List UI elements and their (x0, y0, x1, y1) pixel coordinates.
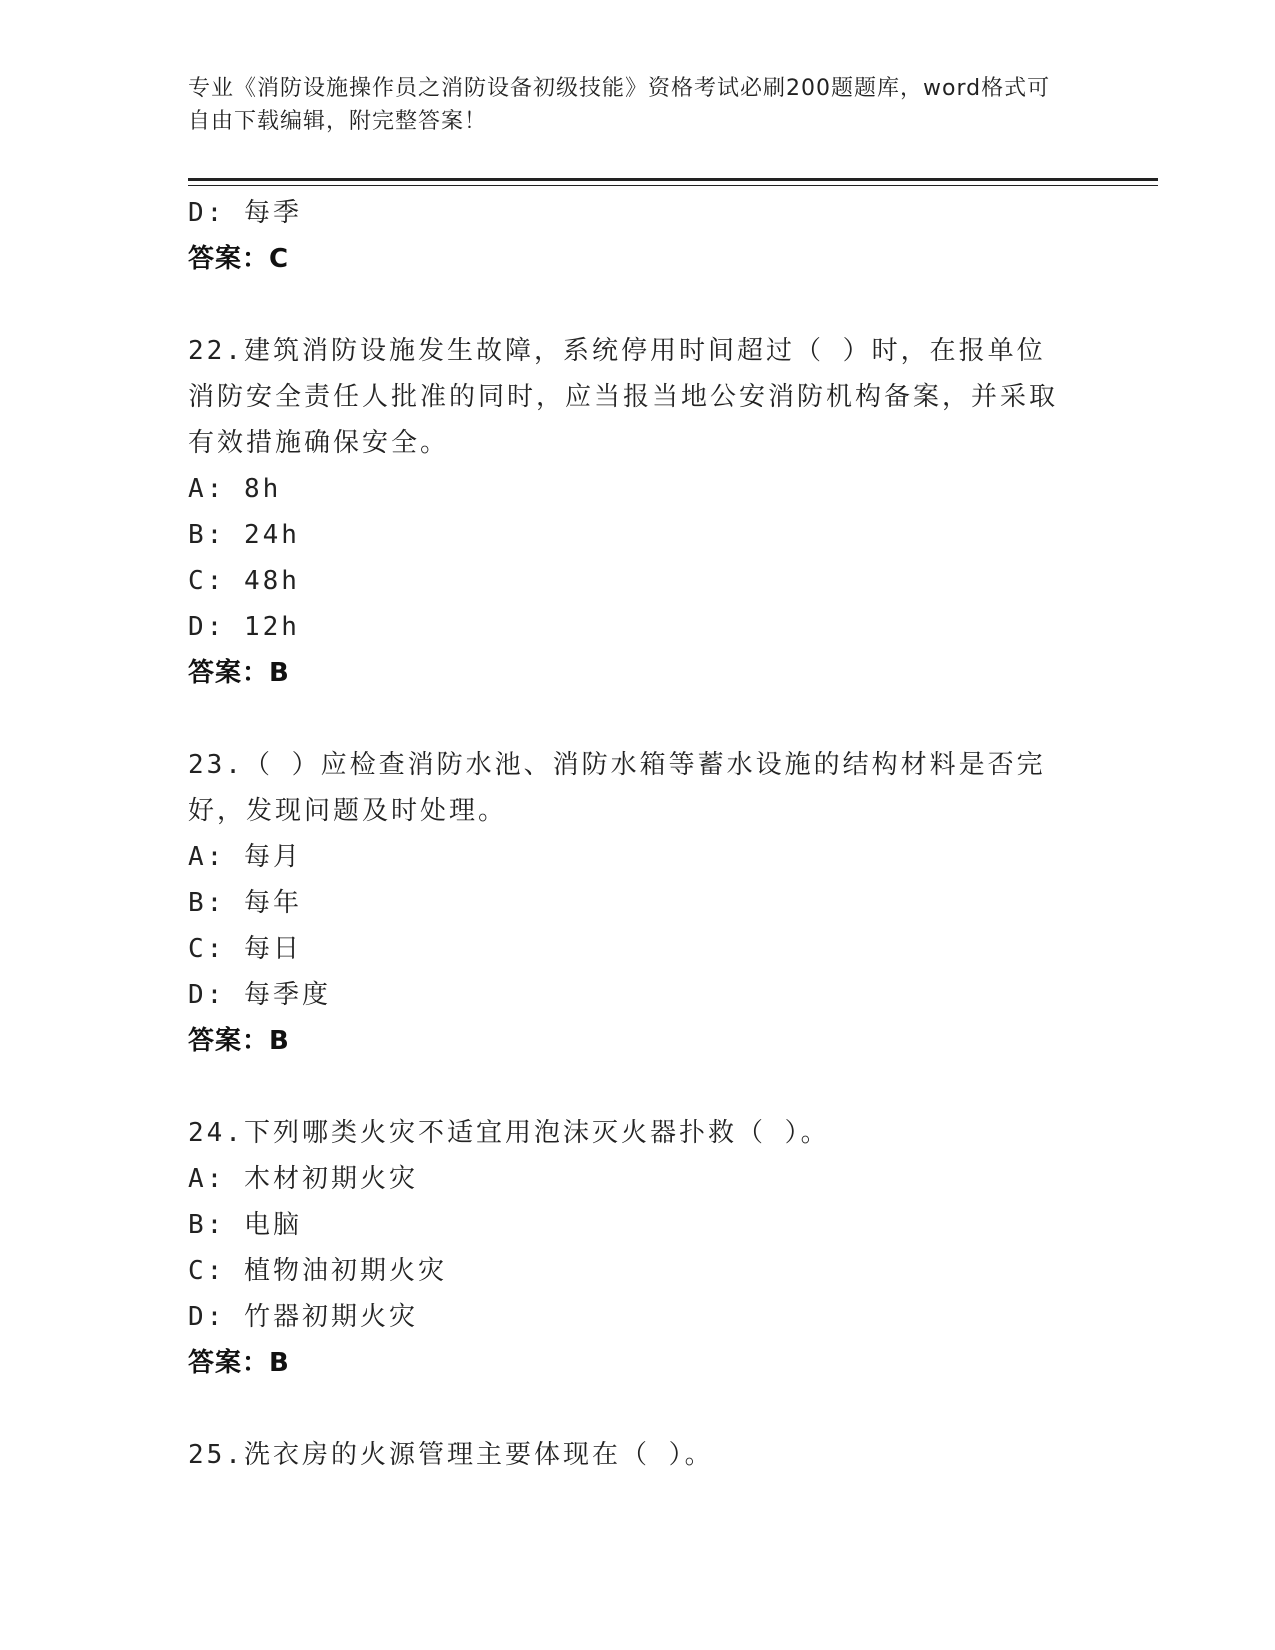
header-rule-thin (188, 185, 1158, 186)
header-rule-thick (188, 178, 1158, 181)
option-b: B: 每年 (188, 888, 302, 918)
question-23 (188, 742, 1088, 1064)
document-header: 专业《消防设施操作员之消防设备初级技能》资格考试必刷200题题库，word格式可自由下载编辑，附完整答案！ (188, 76, 1051, 134)
answer: 答案：B (188, 1026, 290, 1056)
question-stem: 25.洗衣房的火源管理主要体现在（ ）。 (188, 1440, 714, 1470)
option-b: B: 24h (188, 520, 300, 550)
answer: 答案：B (188, 1348, 290, 1378)
question-24 (188, 1110, 1088, 1386)
option-a: A: 每月 (188, 842, 302, 872)
question-22 (188, 328, 1088, 696)
option-b: B: 电脑 (188, 1210, 302, 1240)
option-c: C: 每日 (188, 934, 302, 964)
answer: 答案：B (188, 658, 290, 688)
option-d: D: 竹器初期火灾 (188, 1302, 418, 1332)
question-content (188, 190, 1088, 1478)
option-d: D: 12h (188, 612, 300, 642)
option-c: C: 植物油初期火灾 (188, 1256, 447, 1286)
question-25 (188, 1432, 1088, 1478)
option-d: D: 每季度 (188, 980, 331, 1010)
question-stem: 23.（ ）应检查消防水池、消防水箱等蓄水设施的结构材料是否完好，发现问题及时处理。 (188, 750, 1046, 826)
prev-answer: 答案：C (188, 244, 290, 274)
option-a: A: 8h (188, 474, 282, 504)
question-stem: 22.建筑消防设施发生故障，系统停用时间超过（ ）时，在报单位消防安全责任人批准的同时，应当报当地公安消防机构备案，并采取有效措施确保安全。 (188, 336, 1059, 458)
question-stem: 24.下列哪类火灾不适宜用泡沫灭火器扑救（ ）。 (188, 1118, 830, 1148)
option-a: A: 木材初期火灾 (188, 1164, 418, 1194)
option-c: C: 48h (188, 566, 300, 596)
prev-option-d: D: 每季 (188, 198, 302, 228)
